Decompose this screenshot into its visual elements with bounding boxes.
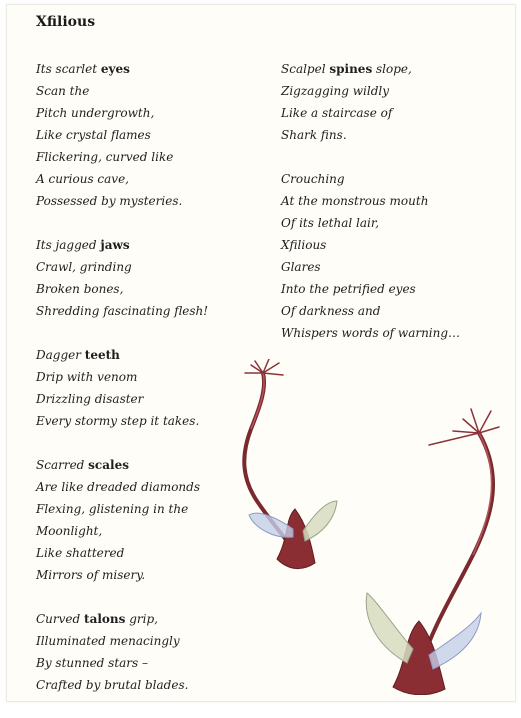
poem-line: Flickering, curved like (36, 150, 174, 164)
poem-line: Are like dreaded diamonds (36, 480, 200, 494)
poem-stanza (281, 168, 460, 344)
poem-line: Drizzling disaster (36, 392, 144, 406)
poem-line: Xfilious (281, 238, 327, 252)
poem-stanza (281, 58, 460, 146)
keyword: scales (88, 458, 129, 472)
poem-line: Illuminated menacingly (36, 634, 180, 648)
poem-line: Its jagged jaws (36, 238, 130, 252)
poem-line: Every stormy step it takes. (36, 414, 200, 428)
poem-stanza (36, 58, 208, 212)
poem-line: At the monstrous mouth (281, 194, 429, 208)
poem-page (6, 4, 516, 702)
poem-line: Of its lethal lair, (281, 216, 380, 230)
poem-line: Of darkness and (281, 304, 381, 318)
poem-line: Its scarlet eyes (36, 62, 130, 76)
poem-line: Zigzagging wildly (281, 84, 390, 98)
keyword: teeth (84, 348, 120, 362)
winged-flower-creature-icon (353, 405, 503, 695)
poem-line: A curious cave, (36, 172, 129, 186)
poem-line: Like a staircase of (281, 106, 393, 120)
poem-line: Crafted by brutal blades. (36, 678, 189, 692)
poem-line: Pitch undergrowth, (36, 106, 155, 120)
poem-line: Like crystal flames (36, 128, 151, 142)
keyword: talons (84, 612, 126, 626)
poem-line: Moonlight, (36, 524, 103, 538)
poem-line: Like shattered (36, 546, 125, 560)
poem-stanza (36, 344, 208, 432)
right-column (281, 58, 460, 366)
poem-line: Possessed by mysteries. (36, 194, 183, 208)
poem-line: Scarred scales (36, 458, 129, 472)
keyword: jaws (100, 238, 130, 252)
poem-line: Dagger teeth (36, 348, 120, 362)
poem-line: Flexing, glistening in the (36, 502, 189, 516)
poem-line: Scalpel spines slope, (281, 62, 412, 76)
left-column (36, 58, 208, 718)
poem-line: Crouching (281, 172, 345, 186)
poem-title: Xfilious (36, 14, 96, 30)
poem-stanza (36, 234, 208, 322)
poem-line: Whispers words of warning… (281, 326, 461, 340)
poem-line: Mirrors of misery. (36, 568, 146, 582)
keyword: spines (329, 62, 373, 76)
poem-line: Shredding fascinating flesh! (36, 304, 209, 318)
poem-line: Shark fins. (281, 128, 347, 142)
poem-line: Glares (281, 260, 321, 274)
poem-line: Scan the (36, 84, 90, 98)
poem-stanza (36, 608, 208, 696)
poem-line: By stunned stars – (36, 656, 149, 670)
winged-flower-creature-icon (219, 359, 349, 579)
poem-line: Into the petrified eyes (281, 282, 416, 296)
poem-line: Drip with venom (36, 370, 138, 384)
poem-line: Curved talons grip, (36, 612, 158, 626)
poem-line: Crawl, grinding (36, 260, 132, 274)
poem-stanza (36, 454, 208, 586)
poem-line: Broken bones, (36, 282, 124, 296)
keyword: eyes (100, 62, 130, 76)
